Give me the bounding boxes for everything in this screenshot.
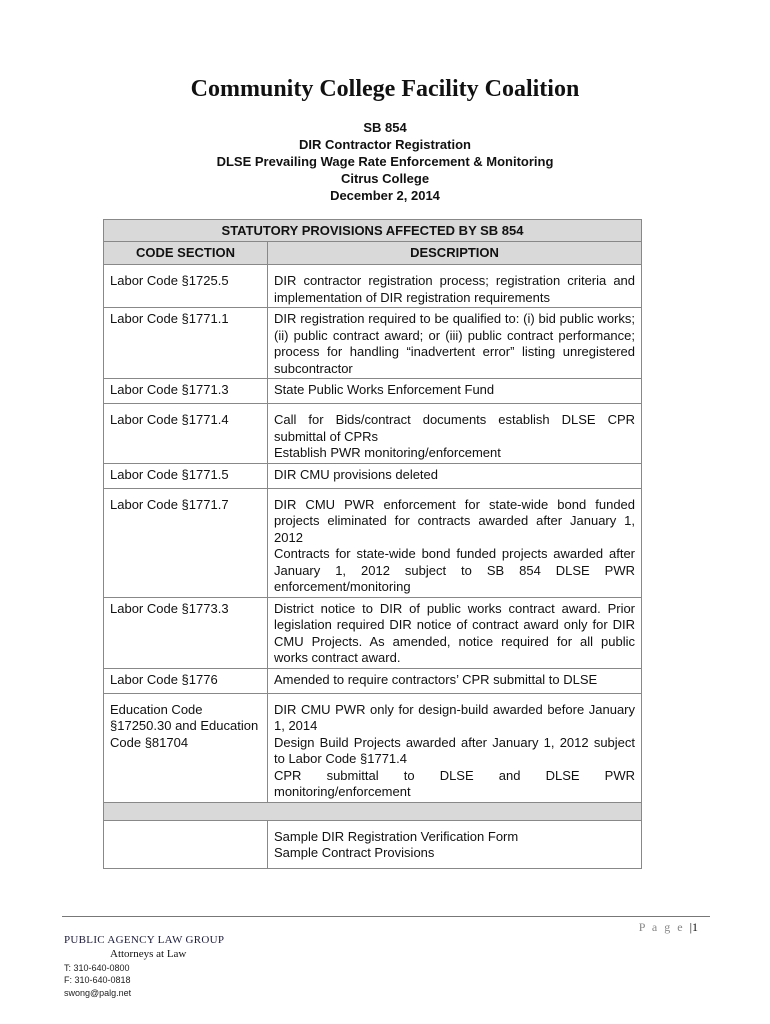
code-cell: Labor Code §1771.3: [104, 379, 268, 404]
description-cell: DIR CMU provisions deleted: [268, 463, 642, 488]
firm-fax: F: 310-640-0818: [64, 975, 131, 985]
attachments-code-cell: [104, 820, 268, 868]
table-row: [104, 488, 642, 597]
attachments-row: [104, 820, 642, 868]
description-text: Contracts for state-wide bond funded projects awarded after January 1, 2012 subject to SB 854 DLSE PWR enforcement/monitoring: [274, 546, 636, 594]
table-row: [104, 693, 642, 802]
table-row: [104, 404, 642, 464]
table-row: [104, 265, 642, 308]
column-header-code: CODE SECTION: [104, 242, 268, 265]
description-cell: [268, 693, 642, 802]
column-header-description: DESCRIPTION: [268, 242, 642, 265]
description-text: Establish PWR monitoring/enforcement: [274, 445, 501, 460]
table-banner: STATUTORY PROVISIONS AFFECTED BY SB 854: [104, 220, 642, 242]
code-cell: Labor Code §1771.4: [104, 404, 268, 464]
description-text: Call for Bids/contract documents establish DLSE CPR submittal of CPRs: [274, 412, 636, 444]
description-text: DIR CMU PWR only for design-build awarded before January 1, 2014: [274, 701, 636, 733]
description-cell: District notice to DIR of public works contract award. Prior legislation required DIR notice of contract award only for DIR CMU Projects. As amended, notice required for all public works contract award.: [268, 597, 642, 668]
table-row: [104, 308, 642, 379]
firm-tagline: Attorneys at Law: [110, 948, 187, 960]
statutory-provisions-table: [103, 219, 642, 869]
code-cell: Labor Code §1771.7: [104, 488, 268, 597]
firm-phone: T: 310-640-0800: [64, 963, 130, 973]
subtitle-bill: SB 854: [363, 120, 407, 135]
code-cell: Labor Code §1773.3: [104, 597, 268, 668]
attachments-cell: [268, 820, 642, 868]
footer-divider: [62, 916, 710, 917]
code-cell: Education Code §17250.30 and Education Code §81704: [104, 693, 268, 802]
description-cell: DIR registration required to be qualified to: (i) bid public works; (ii) public contract award; or (iii) public contract performance; process for handling “inadvertent error” listing unregistered subcontractor: [268, 308, 642, 379]
table-row: [104, 597, 642, 668]
page-label: P a g e: [638, 920, 685, 934]
code-cell: Labor Code §1725.5: [104, 265, 268, 308]
code-cell: Labor Code §1771.5: [104, 463, 268, 488]
subtitle-date: December 2, 2014: [330, 188, 440, 203]
description-cell: State Public Works Enforcement Fund: [268, 379, 642, 404]
description-text: DIR CMU PWR enforcement for state-wide bond funded projects eliminated for contracts awarded after January 1, 2012: [274, 496, 636, 545]
table-spacer-row: [104, 802, 642, 820]
firm-name: PUBLIC AGENCY LAW GROUP: [64, 934, 225, 946]
subtitle-venue: Citrus College: [340, 171, 430, 186]
table-row: [104, 463, 642, 488]
code-cell: Labor Code §1771.1: [104, 308, 268, 379]
page-number: [639, 920, 698, 935]
description-cell: DIR contractor registration process; registration criteria and implementation of DIR registration requirements: [268, 265, 642, 308]
spacer-cell: [104, 802, 642, 820]
subtitle-enforcement: DLSE Prevailing Wage Rate Enforcement & Monitoring: [216, 154, 554, 169]
table-row: [104, 668, 642, 693]
description-cell: Amended to require contractors’ CPR submittal to DLSE: [268, 668, 642, 693]
description-cell: [268, 488, 642, 597]
attachment-item: Sample DIR Registration Verification Form: [274, 828, 519, 844]
firm-email: swong@palg.net: [64, 988, 132, 998]
description-text: Design Build Projects awarded after January 1, 2012 subject to Labor Code §1771.4: [274, 734, 636, 766]
subtitle-topic: DIR Contractor Registration: [299, 137, 471, 152]
document-subtitle: [0, 119, 770, 204]
description-cell: [268, 404, 642, 464]
page-separator: |: [689, 920, 692, 934]
document-title: Community College Facility Coalition: [190, 76, 580, 102]
description-text: CPR submittal to DLSE and DLSE PWR monitoring/enforcement: [274, 767, 636, 799]
attachment-item: Sample Contract Provisions: [274, 845, 435, 860]
page-number-value: 1: [692, 920, 698, 934]
table-row: [104, 379, 642, 404]
code-cell: Labor Code §1776: [104, 668, 268, 693]
